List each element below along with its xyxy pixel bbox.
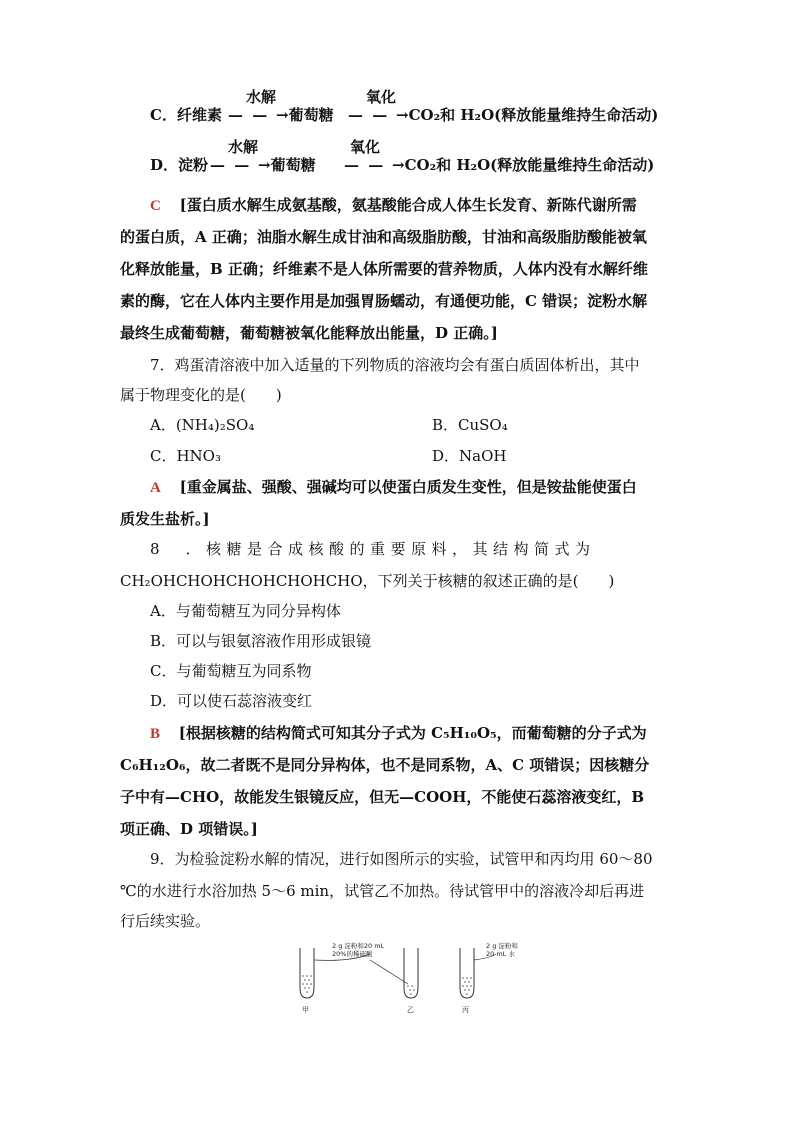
test-tube-bing	[460, 948, 474, 998]
q9-stem: 行后续实验。	[120, 912, 211, 930]
option-c-arrow-hydrolysis: 水解 — —	[228, 88, 277, 124]
figure-label: 20 mL 水	[486, 950, 515, 958]
answer-letter: A	[150, 480, 161, 496]
option-c-suffix: →CO₂和 H₂O(释放能量维持生命活动)	[396, 106, 659, 124]
q7-stem: 属于物理变化的是( )	[120, 386, 282, 404]
q7-stem: 7．鸡蛋清溶液中加入适量的下列物质的溶液均会有蛋白质固体析出，其中	[150, 356, 640, 374]
q7-option-b: B．CuSO₄	[432, 416, 508, 434]
q6-answer	[150, 194, 637, 217]
answer-letter: B	[150, 726, 161, 742]
option-d-mid: →葡萄糖	[258, 156, 316, 174]
answer-text: 子中有—CHO，故能发生银镜反应，但无—COOH，不能使石蕊溶液变红，B	[120, 788, 645, 806]
q7-answer	[150, 476, 637, 499]
q9-stem: 9．为检验淀粉水解的情况，进行如图所示的实验，试管甲和丙均用 60～80	[150, 850, 653, 868]
q8-option-c: C．与葡萄糖互为同系物	[150, 662, 312, 680]
arrow-label: 氧化	[350, 138, 381, 156]
q8-answer	[150, 722, 647, 745]
q8-option-d: D．可以使石蕊溶液变红	[150, 692, 313, 710]
arrow-label: 氧化	[366, 88, 397, 106]
option-d-arrow-oxidation: 氧化 — —	[344, 138, 386, 174]
option-d-arrow-hydrolysis: 水解 — —	[210, 138, 259, 174]
option-c-prefix: C．纤维素	[150, 106, 222, 124]
answer-text: [重金属盐、强酸、强碱均可以使蛋白质发生变性，但是铵盐能使蛋白	[179, 478, 637, 496]
q8-stem	[150, 538, 596, 560]
arrow-label: 水解	[228, 138, 259, 156]
test-tube-jia	[300, 948, 314, 998]
answer-text: 项正确、D 项错误。]	[120, 820, 258, 838]
tube-label: 甲	[302, 1006, 309, 1014]
test-tube-yi	[404, 948, 418, 998]
answer-text: 素的酶，它在人体内主要作用是加强胃肠蠕动，有通便功能，C 错误；淀粉水解	[120, 292, 648, 310]
option-d-prefix: D．淀粉	[150, 156, 209, 174]
answer-text: 最终生成葡萄糖，葡萄糖被氧化能释放出能量，D 正确。]	[120, 324, 498, 342]
answer-text: 质发生盐析。]	[120, 510, 210, 528]
answer-letter: C	[150, 198, 161, 214]
arrow-label: 水解	[246, 88, 277, 106]
figure-label: 2 g 淀粉和	[486, 942, 518, 950]
figure-label: 2 g 淀粉和20 mL	[332, 942, 385, 950]
answer-text: C₆H₁₂O₆，故二者既不是同分异构体，也不是同系物，A、C 项错误；因核糖分	[120, 756, 650, 774]
label-connector	[370, 960, 408, 984]
q9-stem: ℃的水进行水浴加热 5～6 min，试管乙不加热。待试管甲中的溶液冷却后再进	[120, 882, 645, 900]
option-d-suffix: →CO₂和 H₂O(释放能量维持生命活动)	[392, 156, 655, 174]
q7-option-a: A．(NH₄)₂SO₄	[150, 416, 255, 434]
q8-stem-text: 8 ．核糖是合成核酸的重要原料，其结构简式为	[150, 540, 596, 558]
option-c-arrow-oxidation: 氧化 — —	[348, 88, 397, 124]
q8-option-a: A．与葡萄糖互为同分异构体	[150, 602, 341, 620]
q8-stem: CH₂OHCHOHCHOHCHOHCHO，下列关于核糖的叙述正确的是( )	[120, 572, 615, 590]
q8-option-b: B．可以与银氨溶液作用形成银镜	[150, 632, 372, 650]
answer-text: [根据核糖的结构简式可知其分子式为 C₅H₁₀O₅，而葡萄糖的分子式为	[178, 724, 647, 742]
tube-label: 乙	[407, 1006, 414, 1014]
q7-option-d: D．NaOH	[432, 447, 507, 465]
figure-label: 20%的稀硫酸	[332, 950, 373, 958]
test-tube-figure	[290, 940, 530, 1020]
answer-text: [蛋白质水解生成氨基酸，氨基酸能合成人体生长发育、新陈代谢所需	[179, 196, 637, 214]
option-c-mid: →葡萄糖	[276, 106, 334, 124]
answer-text: 的蛋白质，A 正确；油脂水解生成甘油和高级脂肪酸，甘油和高级脂肪酸能被氧	[120, 228, 647, 246]
answer-text: 化释放能量，B 正确；纤维素不是人体所需要的营养物质，人体内没有水解纤维	[120, 260, 648, 278]
q7-option-c: C．HNO₃	[150, 447, 221, 465]
tube-label: 丙	[462, 1006, 469, 1014]
